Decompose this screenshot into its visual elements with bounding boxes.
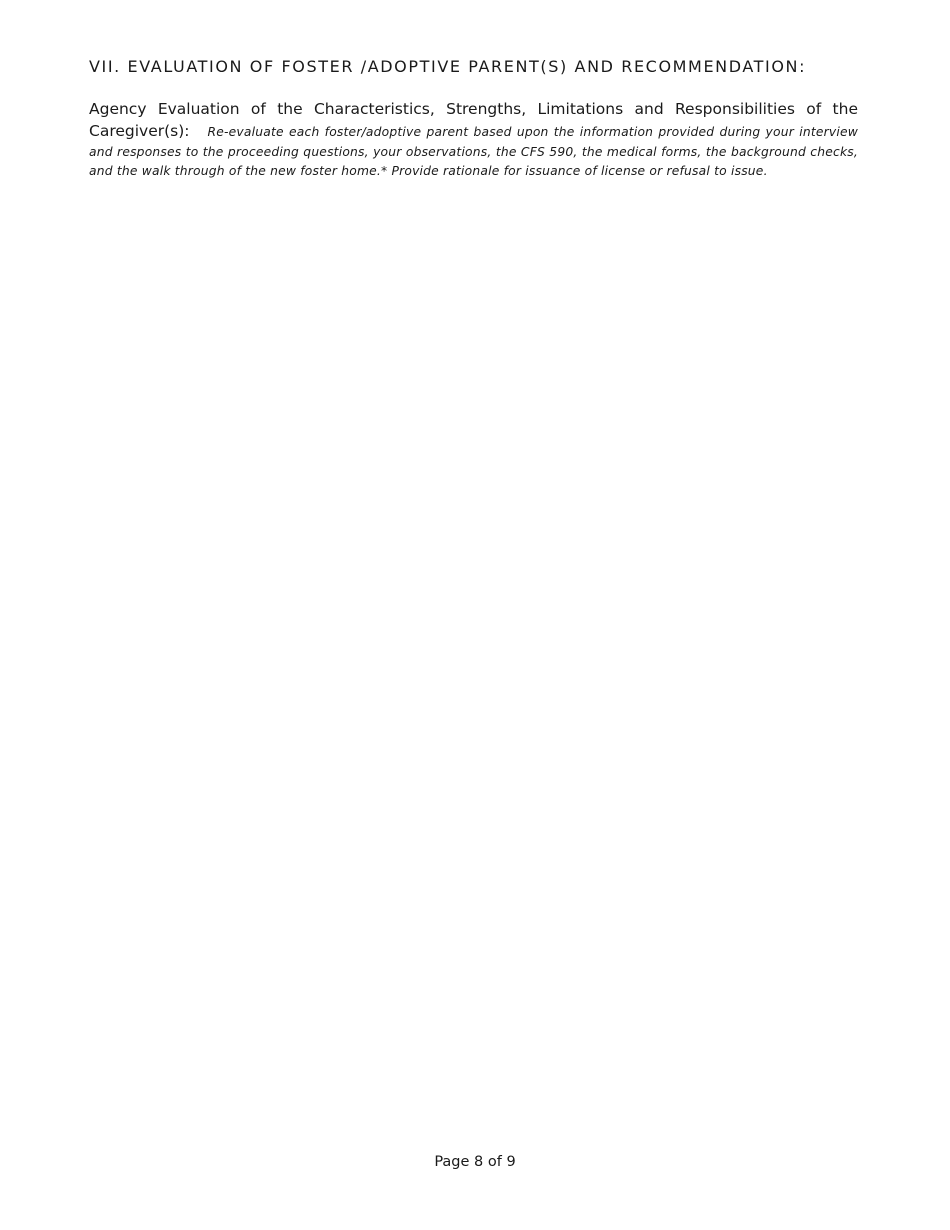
evaluation-instructions: Re-evaluate each foster/adoptive parent based upon the information provided during your interview and responses to the proceeding questions, your observations, the CFS 590, the medical forms, the background checks, and the walk through of the new foster home.* Provide rationale for issuance of license or refusal to issue. — [89, 125, 858, 178]
section-heading: VII. EVALUATION OF FOSTER /ADOPTIVE PARENT(S) AND RECOMMENDATION: — [89, 57, 807, 76]
page-number: Page 8 of 9 — [434, 1154, 516, 1170]
evaluation-paragraph — [89, 98, 858, 180]
evaluation-response-area[interactable] — [89, 190, 858, 1130]
evaluation-lead-text: Agency Evaluation of the Characteristics, Strengths, Limitations and Responsibilities of the Caregiver(s): — [89, 100, 858, 140]
